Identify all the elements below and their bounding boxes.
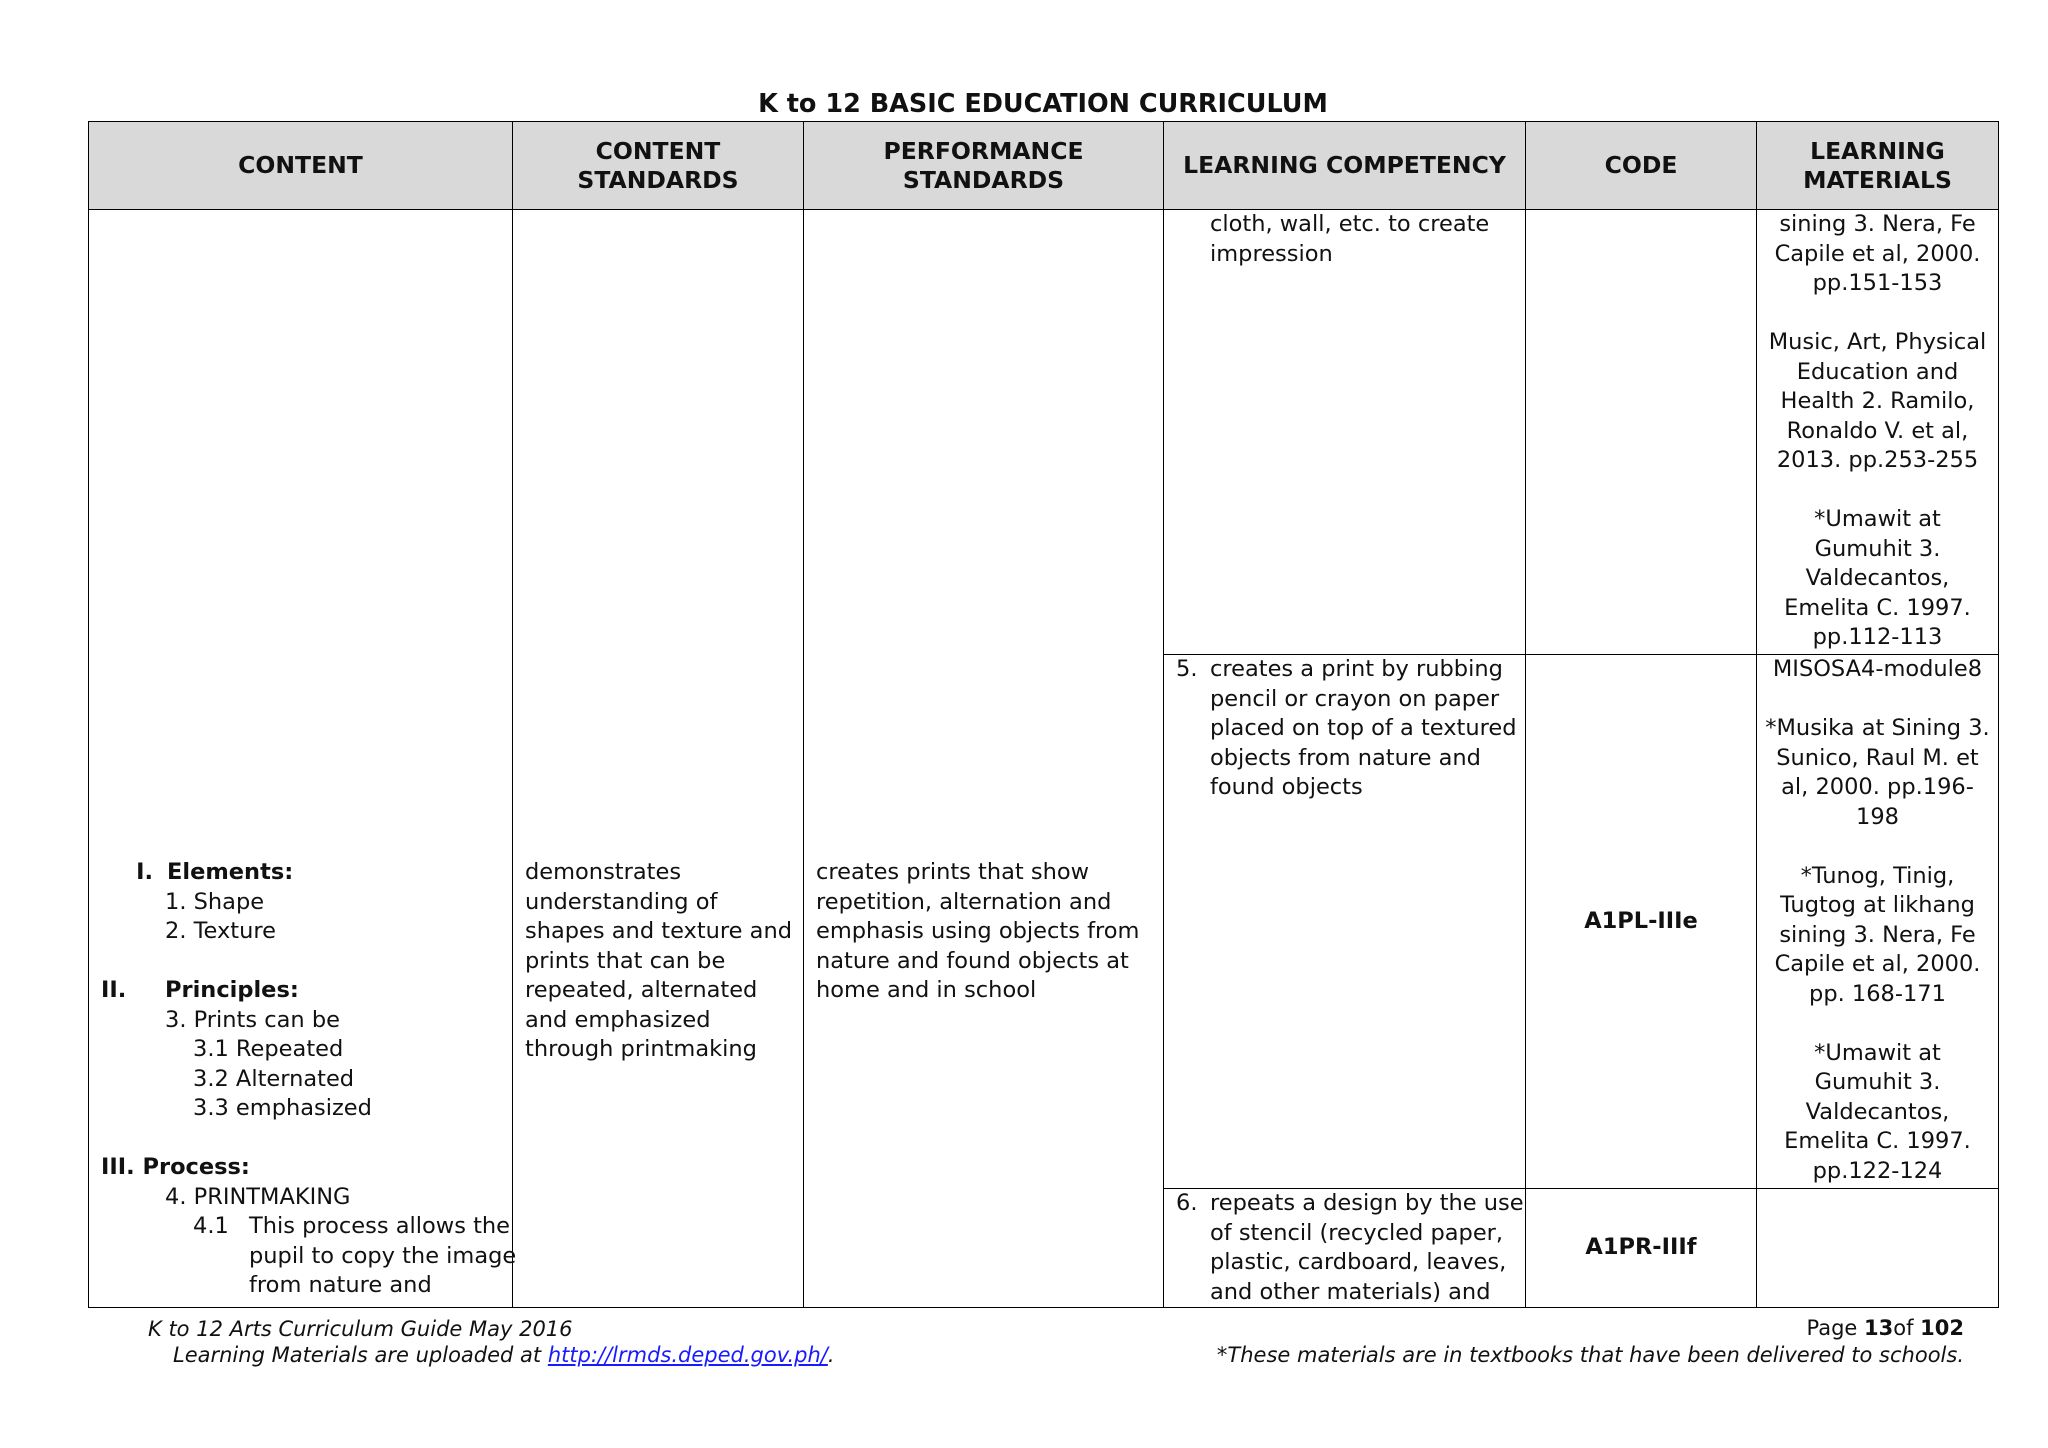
material-ref: Music, Art, Physical Education and Health 2. Ramilo, Ronaldo V. et al, 2013. pp.253-255 (1768, 329, 1987, 473)
competency-cell-continued: cloth, wall, etc. to create impression (1164, 210, 1526, 655)
content-emphasized: 3.3 emphasized (193, 1095, 372, 1121)
content-texture: 2. Texture (165, 918, 276, 944)
footer-lrmds-link[interactable]: http://lrmds.deped.gov.ph/ (547, 1343, 828, 1367)
code-cell-5: A1PL-IIIe (1526, 655, 1757, 1189)
materials-cell-3 (1757, 1189, 1999, 1308)
content-repeated: 3.1 Repeated (193, 1036, 344, 1062)
competency-cell-6: 6. repeats a design by the use of stencil (recycled paper, plastic, cardboard, leaves, and other materials) and (1164, 1189, 1526, 1308)
header-content-standards: CONTENT STANDARDS (513, 122, 804, 210)
footer-textbooks-note: *These materials are in textbooks that have been delivered to schools. (1216, 1343, 1964, 1367)
material-ref: *Musika at Sining 3. Sunico, Raul M. et al, 2000. pp.196- 198 (1765, 715, 1990, 830)
materials-cell-2 (1757, 655, 1999, 1189)
code-cell-empty (1526, 210, 1757, 655)
header-code: CODE (1526, 122, 1757, 210)
table-header-row (89, 122, 1999, 210)
header-content: CONTENT (89, 122, 513, 210)
header-performance-standards: PERFORMANCE STANDARDS (804, 122, 1164, 210)
content-cell (89, 210, 517, 1308)
content-standards-cell (513, 210, 804, 1308)
footer-guide: K to 12 Arts Curriculum Guide May 2016 (148, 1317, 573, 1341)
content-standards-text: demonstrates understanding of shapes and texture and prints that can be repeated, alternated and emphasized through printmaking (525, 859, 793, 1062)
material-ref: *Tunog, Tinig, Tugtog at likhang sining 3. Nera, Fe Capile et al, 2000. pp. 168-171 (1774, 862, 1981, 1007)
content-printmaking: 4. PRINTMAKING (165, 1183, 351, 1210)
materials-cell-1 (1757, 210, 1999, 655)
page-title: K to 12 BASIC EDUCATION CURRICULUM (758, 89, 1328, 119)
content-elements-heading: I. Elements: (136, 859, 294, 885)
curriculum-table (88, 121, 1999, 1308)
material-ref: *Umawit at Gumuhit 3. Valdecantos, Emelita C. 1997. pp.112-113 (1784, 506, 1971, 650)
footer-page-number: Page 13of 102 (1806, 1316, 1964, 1340)
header-learning-materials: LEARNING MATERIALS (1757, 122, 1999, 210)
table-row (89, 210, 1999, 655)
material-ref: *Umawit at Gumuhit 3. Valdecantos, Emelita C. 1997. pp.122-124 (1784, 1039, 1971, 1184)
content-principles-heading: II. Principles: (101, 977, 299, 1003)
content-alternated: 3.2 Alternated (193, 1065, 355, 1092)
footer-uploaded: Learning Materials are uploaded at http://lrmds.deped.gov.ph/. (173, 1343, 835, 1367)
performance-standards-cell (804, 210, 1164, 1308)
material-ref: sining 3. Nera, Fe Capile et al, 2000. pp.151-153 (1774, 211, 1981, 296)
content-outline (101, 858, 517, 1301)
material-ref: MISOSA4-module8 (1772, 656, 1983, 682)
content-prints: 3. Prints can be (165, 1006, 340, 1033)
content-process-heading: III. Process: (101, 1154, 250, 1180)
code-cell-6: A1PR-IIIf (1526, 1189, 1757, 1308)
competency-cell-5: 5. creates a print by rubbing pencil or crayon on paper placed on top of a textured objects from nature and found objects (1164, 655, 1526, 1189)
content-shape: 1. Shape (165, 888, 265, 915)
content-process-4-1: 4.1 This process allows the pupil to copy the image from nature and (193, 1213, 517, 1298)
performance-standards-text: creates prints that show repetition, alternation and emphasis using objects from nature and found objects at home and in school (816, 859, 1140, 1003)
header-learning-competency: LEARNING COMPETENCY (1164, 122, 1526, 210)
